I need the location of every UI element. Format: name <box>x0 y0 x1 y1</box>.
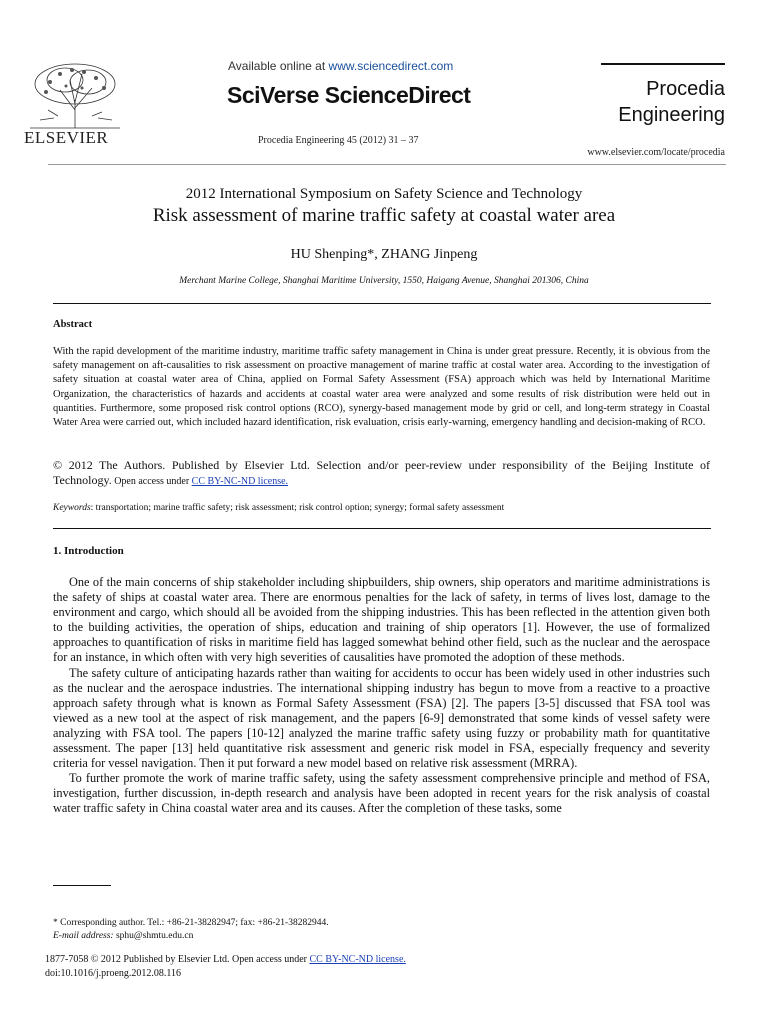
abstract-bottom-divider <box>53 528 711 529</box>
issn-line <box>45 953 725 967</box>
corresponding-author-note: * Corresponding author. Tel.: +86-21-38282947; fax: +86-21-38282944. <box>53 918 329 928</box>
license-link[interactable]: CC BY-NC-ND license. <box>191 476 289 487</box>
abstract-text: With the rapid development of the maritime industry, maritime traffic safety management in China is under great pressure. Recently, it is obvious from the safety management on aft-causalities to risk assessment on proactive management of marine traffic at costal water area. According to the investigation of safety situation at coastal water area of China, applied on Formal Safety Assessment (FSA) approach which was held by International Maritime Organization, the characteristics of hazards and accidents at coastal water area were analyzed and some results of risk distribution were held out in quantities. Furthermore, some proposed risk control options (RCO), synergy-based management mode by grid or cell, and long-term strategy in Coastal Water Area were carried out, which included hazard identification, risk evaluation, crisis early-warning, emergency handling and decision-making of RCO. <box>53 346 710 429</box>
symposium-name: 2012 International Symposium on Safety Science and Technology <box>185 186 583 202</box>
publisher-logo-text: ELSEVIER <box>24 128 109 147</box>
section-heading-introduction: 1. Introduction <box>53 545 124 557</box>
keywords-label: Keywords <box>53 503 91 513</box>
journal-name-line1: Procedia <box>646 78 725 100</box>
footnote <box>53 917 710 943</box>
journal-logo-rule <box>601 63 725 65</box>
journal-citation: Procedia Engineering 45 (2012) 31 – 37 <box>258 135 419 146</box>
email-label: E-mail address: <box>53 931 114 941</box>
open-access-prefix: Open access under <box>111 476 192 487</box>
paragraph: To further promote the work of marine traffic safety, using the safety assessment comprehensive principle and method of FSA, investigation, further discussion, in-depth research and analysis have been adopted in recent years for the risk analysis of coastal water traffic safety in China coastal water area and its causes. After the completion of these tasks, some <box>53 771 710 816</box>
doi[interactable]: doi:10.1016/j.proeng.2012.08.116 <box>45 968 182 979</box>
abstract-heading: Abstract <box>53 319 93 330</box>
sciencedirect-link[interactable]: www.sciencedirect.com <box>328 59 454 73</box>
author-affiliation: Merchant Marine College, Shanghai Maritime University, 1550, Haigang Avenue, Shanghai 201306, China <box>179 276 589 286</box>
platform-logo: SciVerse ScienceDirect <box>227 82 471 108</box>
keywords-line <box>53 503 710 513</box>
email-line <box>53 930 710 943</box>
introduction-body <box>53 575 710 817</box>
copyright-notice <box>53 458 710 489</box>
article-title: Risk assessment of marine traffic safety at coastal water area <box>152 205 616 226</box>
copyright-text: © 2012 The Authors. Published by Elsevier Ltd. Selection and/or peer-review under responsibility of the Beijing Institute of Technology. <box>53 458 710 487</box>
paragraph: One of the main concerns of ship stakeholder including shipbuilders, ship owners, ship operators and maritime administrations is the safety of ships at coastal water area. There are enormous penalties for the lack of safety, in terms of lives lost, damage to the environment and cargo, which should all be avoided from the shipping industries. This has been reflected in the attention given both to the building activities, the operation of ships, education and training of ship operators [1]. However, the use of formalized approaches to quantification of risks in maritime field has lagged somewhat behind other field, such as the nuclear and the aerospace for an instance, in which often with very high severities of causalities have promoted the adoption of these methods. <box>53 575 710 665</box>
journal-name-line2: Engineering <box>618 104 725 126</box>
page-footer <box>45 953 725 981</box>
paragraph: The safety culture of anticipating hazards rather than waiting for accidents to occur has been widely used in other industries such as the nuclear and the aerospace industries. The international shipping industry has begun to move from a reactive to a proactive approach safety through what is known as Formal Safety Assessment (FSA) [2]. The papers [3-5] discussed that FSA tool was viewed as a new tool at the aspect of risk management, and the papers [6-9] demonstrated that some kinds of vessel safety were analyzing with FSA tool. The papers [10-12] analyzed the marine traffic safety using fuzzy or probability math for quantitative assessment. The paper [13] held quantitative risk assessment and generic risk model in FSA, especially frequency and severity criteria for vessel navigation. Then it put forward a new model based on relative risk assessment (MRRA). <box>53 665 710 771</box>
abstract-top-divider <box>53 303 711 304</box>
header-divider <box>48 164 726 165</box>
tree-emblem-icon <box>20 60 130 130</box>
email-address[interactable]: sphu@shmtu.edu.cn <box>113 931 194 941</box>
footer-license-link[interactable]: CC BY-NC-ND license. <box>309 954 406 965</box>
journal-logo <box>601 76 725 128</box>
available-prefix: Available online at <box>228 59 329 73</box>
author-list: HU Shenping*, ZHANG Jinpeng <box>290 247 478 262</box>
journal-url[interactable]: www.elsevier.com/locate/procedia <box>587 147 725 158</box>
available-online-line <box>228 59 453 73</box>
keywords-list: : transportation; marine traffic safety; risk assessment; risk control option; synergy; formal safety assessment <box>90 503 505 513</box>
issn-text: 1877-7058 © 2012 Published by Elsevier Ltd. Open access under <box>45 954 310 965</box>
footnote-divider <box>53 885 111 886</box>
